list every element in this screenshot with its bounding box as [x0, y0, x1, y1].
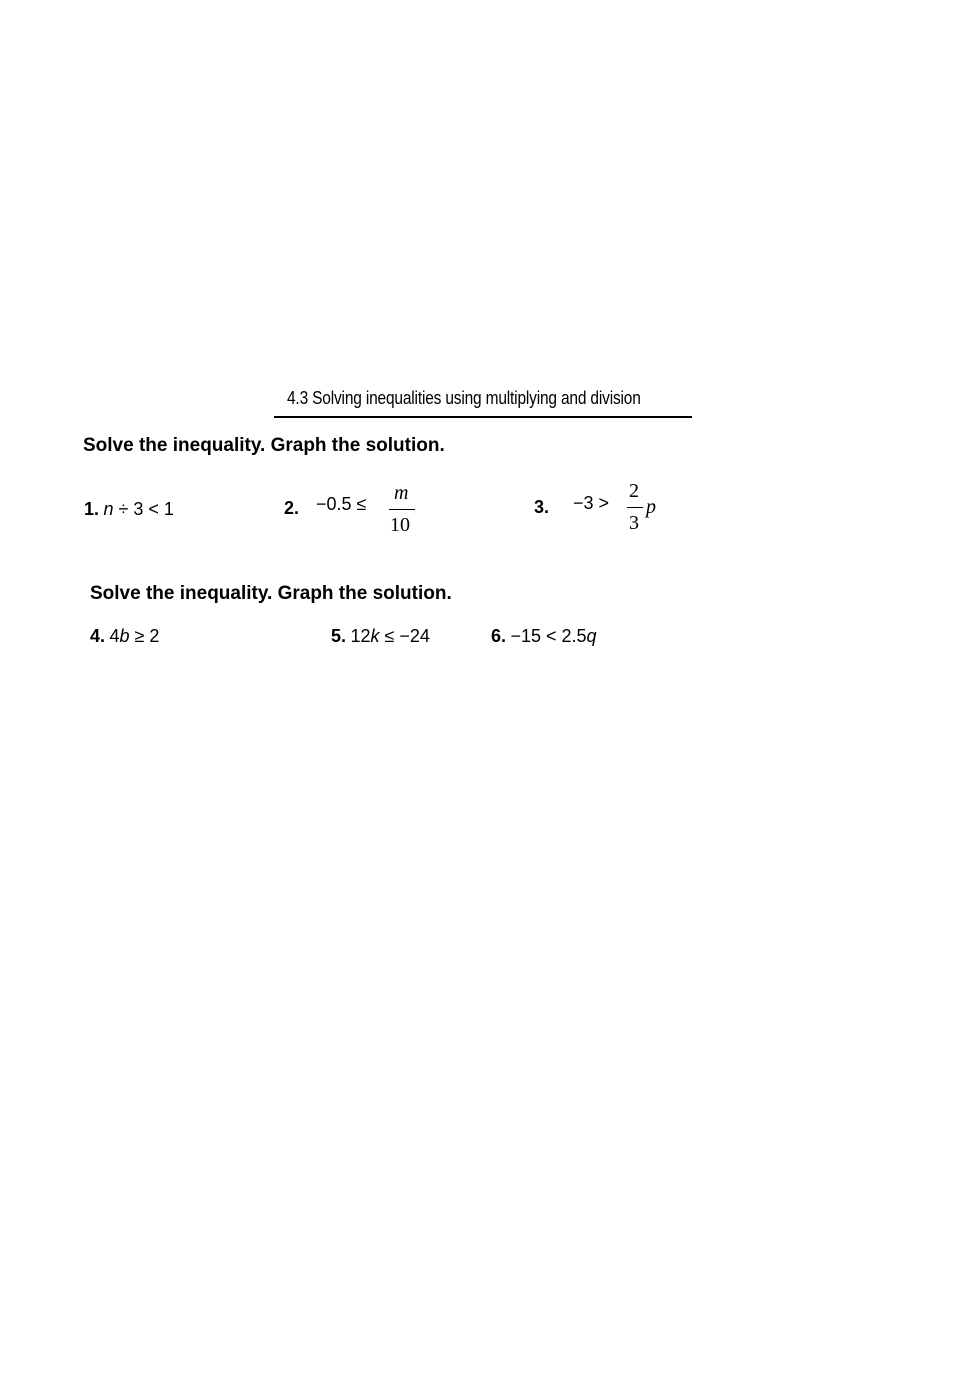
problem-number: 5.: [331, 626, 347, 646]
section-title: 4.3 Solving inequalities using multiplying and division: [287, 388, 641, 408]
problem-expression: 4b ≥ 2: [109, 626, 160, 646]
problem-3-fraction-bar: [627, 507, 643, 508]
problem-1: [84, 499, 174, 520]
problem-number: 4.: [90, 626, 106, 646]
instruction-part2: Solve the inequality. Graph the solution.: [90, 583, 452, 604]
problem-expression: n ÷ 3 < 1: [103, 499, 174, 519]
problem-3-denominator: 3: [629, 512, 639, 534]
problem-3-variable: p: [646, 496, 656, 518]
problem-2-fraction-bar: [389, 509, 415, 510]
problem-expression: −15 < 2.5q: [510, 626, 597, 646]
problem-2-prefix: −0.5 ≤: [316, 494, 367, 514]
problem-number: 1.: [84, 499, 100, 519]
problem-2-denominator: 10: [390, 514, 410, 536]
problem-2-numerator: m: [394, 482, 409, 504]
problem-2-number: 2.: [284, 498, 300, 518]
instruction-part1: Solve the inequality. Graph the solution.: [83, 435, 445, 456]
problem-4: [90, 626, 159, 647]
problem-3-numerator: 2: [629, 480, 639, 502]
problem-expression: 12k ≤ −24: [350, 626, 430, 646]
problem-5: [331, 626, 430, 647]
section-title-underline: [274, 416, 692, 418]
problem-number: 6.: [491, 626, 507, 646]
problem-3-number: 3.: [534, 497, 550, 517]
problem-6: [491, 626, 597, 647]
problem-3-prefix: −3 >: [573, 493, 610, 513]
